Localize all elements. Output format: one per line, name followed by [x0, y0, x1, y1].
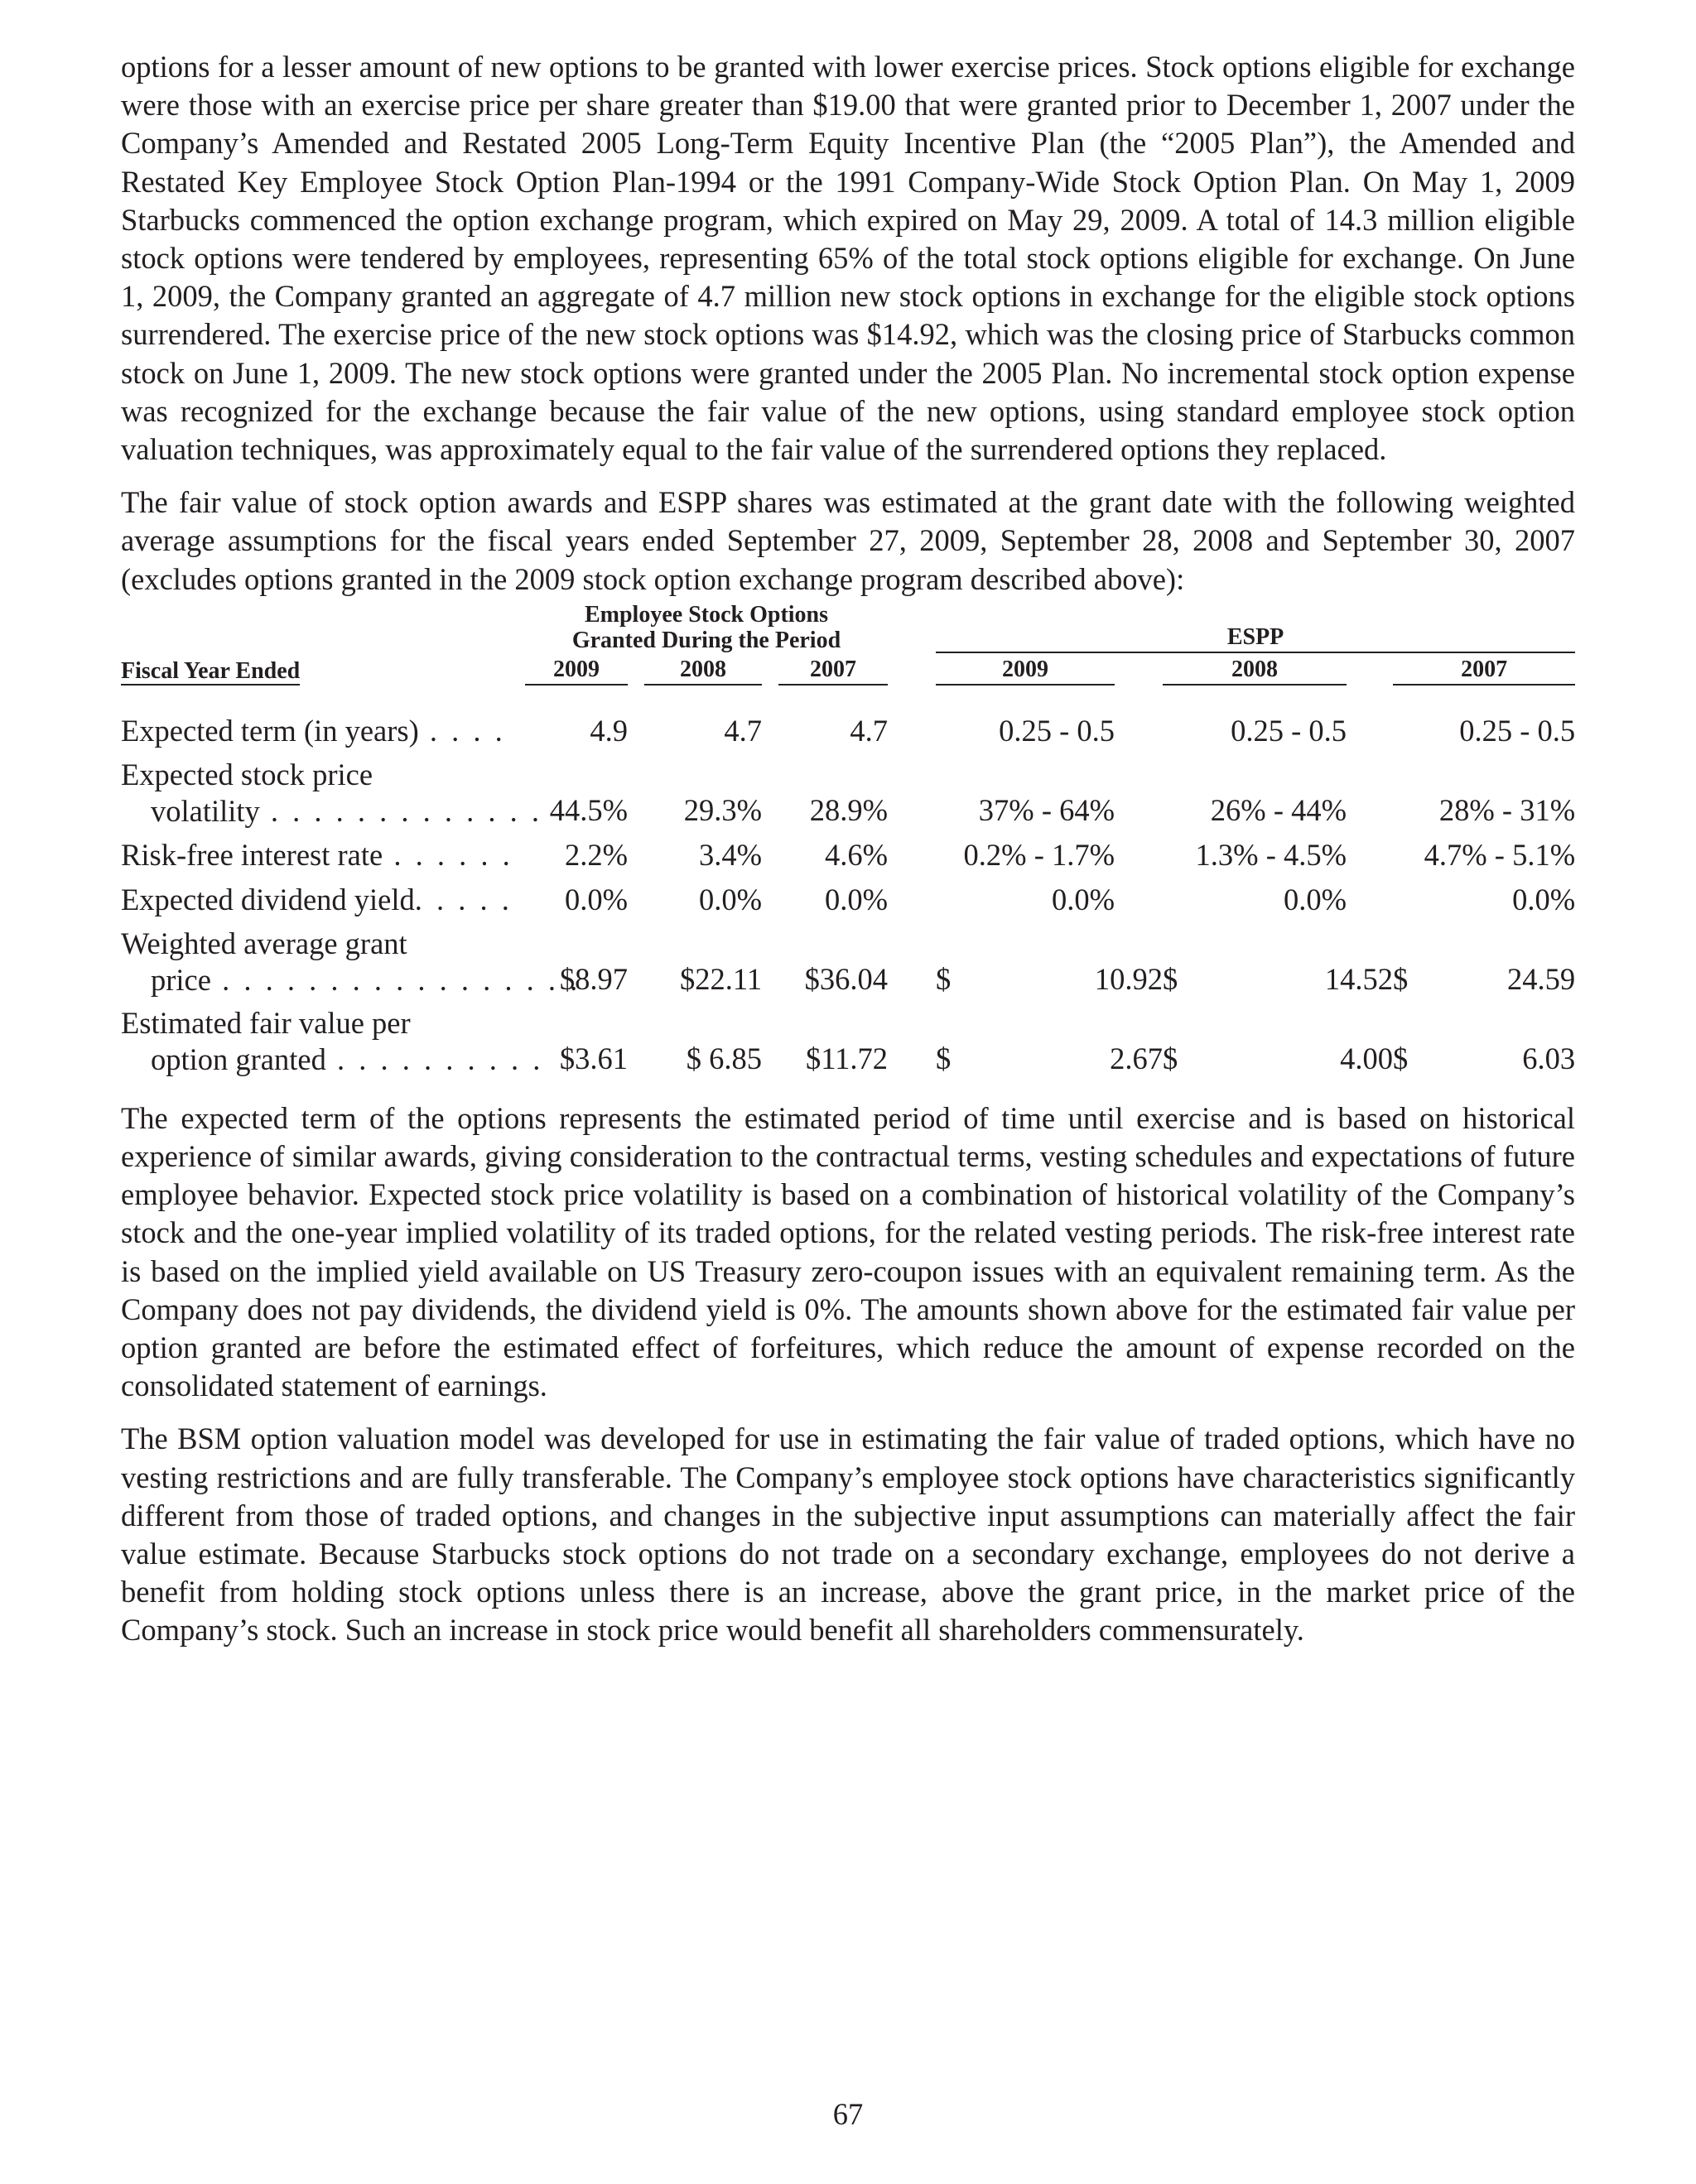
options-group-header-line1: Employee Stock Options	[584, 601, 829, 628]
year-options-2008: 2008	[644, 657, 762, 686]
cell: 0.0%	[1512, 882, 1576, 916]
cell: 2.67	[1110, 1041, 1164, 1075]
page-number: 67	[832, 2097, 864, 2131]
row-label: Expected term (in years) . . . .	[121, 713, 506, 748]
cell: 6.03	[1522, 1041, 1576, 1075]
cell: 3.4%	[698, 837, 762, 872]
cell: 37% - 64%	[978, 792, 1115, 827]
cell: 0.25 - 0.5	[999, 713, 1115, 748]
cell: 10.92	[1094, 961, 1164, 996]
cell: 2.2%	[564, 837, 628, 872]
cell: 1.3% - 4.5%	[1195, 837, 1347, 872]
cell: 28.9%	[809, 792, 889, 827]
cell: 4.6%	[824, 837, 889, 872]
cell: 4.7	[724, 713, 762, 748]
cell: 29.3%	[683, 792, 762, 827]
cell: 0.0%	[698, 882, 762, 916]
cell: 24.59	[1506, 961, 1576, 996]
cell: 44.5%	[549, 792, 628, 827]
cell: 4.7% - 5.1%	[1424, 837, 1576, 872]
table-row	[121, 919, 1575, 998]
paragraph-option-exchange: options for a lesser amount of new options to be granted with lower exercise prices. Stock options eligible for exchange were those with an exercise price per share greater than $19.00 that were granted prior to December 1, 2007 under the Company’s Amended and Restated 2005 Long-Term Equity Incentive Plan (the “2005 Plan”), the Amended and Restated Key Employee Stock Option Plan-1994 or the 1991 Company-Wide Stock Option Plan. On May 1, 2009 Starbucks commenced the option exchange program, which expired on May 29, 2009. A total of 14.3 million eligible stock options were tendered by employees, representing 65% of the total stock options eligible for exchange. On June 1, 2009, the Company granted an aggregate of 4.7 million new stock options in exchange for the eligible stock options surrendered. The exercise price of the new stock options was $14.92, which was the closing price of Starbucks common stock on June 1, 2009. The new stock options were granted under the 2005 Plan. No incremental stock option expense was recognized for the exchange because the fair value of the new options, using standard employee stock option valuation techniques, was approximately equal to the fair value of the surrendered options they replaced.	[121, 50, 1575, 467]
table-row	[121, 874, 1575, 919]
options-group-header	[525, 602, 888, 653]
cell: 0.25 - 0.5	[1459, 713, 1576, 748]
assumptions-table	[121, 602, 1575, 1078]
cell: 4.00	[1340, 1041, 1394, 1075]
currency-symbol: $	[1393, 1041, 1409, 1075]
table-row	[121, 998, 1575, 1078]
year-espp-2009: 2009	[936, 657, 1115, 686]
paragraph-expected-term: The expected term of the options represents the estimated period of time until exercise and is based on historical experience of similar awards, giving consideration to the contractual terms, vesting schedules and expectations of future employee behavior. Expected stock price volatility is based on a combination of historical volatility of the Company’s stock and the one-year implied volatility of its traded options, for the related vesting periods. The risk-free interest rate is based on the implied yield available on US Treasury zero-coupon issues with an equivalent remaining term. As the Company does not pay dividends, the dividend yield is 0%. The amounts shown above for the estimated fair value per option granted are before the estimated effect of forfeitures, which reduce the amount of expense recorded on the consolidated statement of earnings.	[121, 1100, 1575, 1403]
table-row	[121, 750, 1575, 830]
cell: $8.97	[559, 961, 628, 996]
year-espp-2007: 2007	[1393, 657, 1575, 686]
cell: 4.9	[590, 713, 628, 748]
cell: 0.0%	[824, 882, 889, 916]
cell: 0.0%	[1283, 882, 1347, 916]
fiscal-year-header-label: Fiscal Year Ended	[121, 657, 301, 684]
cell: 0.2% - 1.7%	[963, 837, 1115, 872]
currency-symbol: $	[1393, 961, 1409, 996]
year-options-2007: 2007	[778, 657, 888, 686]
cell: 14.52	[1324, 961, 1394, 996]
row-label: Estimated fair value per option granted . . . . . . . . . .	[121, 1005, 544, 1076]
paragraph-bsm-model: The BSM option valuation model was developed for use in estimating the fair value of traded options, which have no vesting restrictions and are fully transferable. The Company’s employee stock options have characteristics significantly different from those of traded options, and changes in the subjective input assumptions can materially affect the fair value estimate. Because Starbucks stock options do not trade on a secondary exchange, employees do not derive a benefit from holding stock options unless there is an increase, above the grant price, in the market price of the Company’s stock. Such an increase in stock price would benefit all shareholders commensurately.	[121, 1422, 1575, 1648]
currency-symbol: $	[1163, 1041, 1178, 1075]
cell: 26% - 44%	[1210, 792, 1347, 827]
cell: $11.72	[805, 1041, 889, 1075]
espp-group-header	[936, 602, 1575, 653]
row-label: Weighted average grant price . . . . . . . . . . . . . . . . .	[121, 926, 581, 997]
table-row	[121, 830, 1575, 874]
document-page	[121, 48, 1575, 1650]
cell: 0.0%	[564, 882, 628, 916]
currency-symbol: $	[936, 1041, 952, 1075]
cell: $ 6.85	[686, 1041, 762, 1075]
cell: $3.61	[559, 1041, 628, 1075]
table-row	[121, 705, 1575, 750]
espp-group-label: ESPP	[1226, 623, 1284, 650]
paragraph-fair-value-intro: The fair value of stock option awards and ESPP shares was estimated at the grant date with the following weighted average assumptions for the fiscal years ended September 27, 2009, September 28, 2008 and September 30, 2007 (excludes options granted in the 2009 stock option exchange program described above):	[121, 485, 1575, 596]
year-espp-2008: 2008	[1163, 657, 1347, 686]
options-group-header-line2: Granted During the Period	[571, 627, 841, 653]
cell: $36.04	[804, 961, 889, 996]
cell: 4.7	[850, 713, 889, 748]
year-options-2009: 2009	[525, 657, 628, 686]
cell: 28% - 31%	[1438, 792, 1576, 827]
row-label: Risk-free interest rate . . . . . .	[121, 837, 513, 872]
cell: 0.25 - 0.5	[1231, 713, 1347, 748]
cell: 0.0%	[1051, 882, 1115, 916]
currency-symbol: $	[1163, 961, 1178, 996]
cell: $22.11	[679, 961, 762, 996]
currency-symbol: $	[936, 961, 952, 996]
row-label: Expected dividend yield. . . . .	[121, 882, 513, 916]
row-label: Expected stock price volatility . . . . . . . . . . . . .	[121, 757, 543, 828]
fiscal-year-header	[121, 653, 525, 686]
